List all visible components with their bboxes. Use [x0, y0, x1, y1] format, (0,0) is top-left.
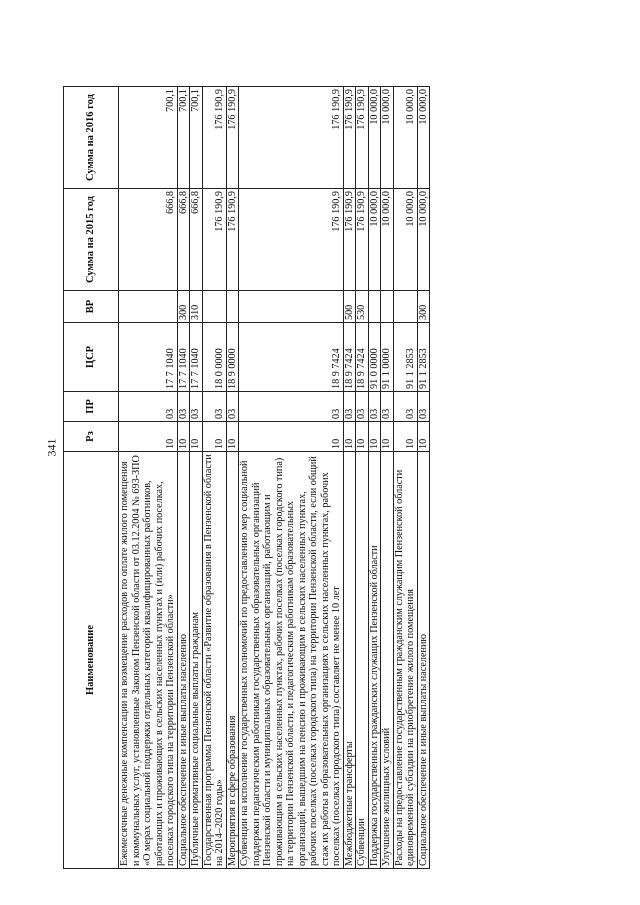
row-csr: 18 0 0000 [202, 323, 226, 392]
row-vr [368, 291, 381, 323]
row-csr: 91 1 0000 [381, 323, 394, 392]
row-csr: 18 9 7424 [239, 323, 344, 392]
row-sum-2015: 10 000,0 [381, 189, 394, 291]
row-sum-2015: 10 000,0 [393, 189, 417, 291]
table-row [356, 87, 369, 869]
row-sum-2016: 10 000,0 [381, 87, 394, 189]
table-header-row [64, 87, 119, 869]
row-sum-2015: 176 190,9 [356, 189, 369, 291]
row-name: Субвенции [356, 452, 369, 869]
row-pr: 03 [417, 392, 430, 422]
row-vr [381, 291, 394, 323]
row-rz: 10 [343, 422, 356, 452]
row-csr: 91 1 2853 [393, 323, 417, 392]
table-row [177, 87, 190, 869]
row-rz: 10 [356, 422, 369, 452]
row-pr: 03 [381, 392, 394, 422]
row-name: Расходы на предоставление государственным гражданским служащим Пензенской области единовременной субсидии на приобретение жилого помещения [393, 452, 417, 869]
row-csr: 91 1 2853 [417, 323, 430, 392]
row-sum-2016: 10 000,0 [368, 87, 381, 189]
row-sum-2015: 176 190,9 [239, 189, 344, 291]
table-row [226, 87, 239, 869]
row-pr: 03 [368, 392, 381, 422]
row-name: Улучшение жилищных условий [381, 452, 394, 869]
row-sum-2016: 700,1 [119, 87, 178, 189]
table-row [239, 87, 344, 869]
table-row [381, 87, 394, 869]
row-vr: 530 [356, 291, 369, 323]
table-row [202, 87, 226, 869]
row-vr [202, 291, 226, 323]
header-sum-2016: Сумма на 2016 год [64, 87, 119, 189]
header-name: Наименование [64, 452, 119, 869]
row-csr: 18 9 7424 [343, 323, 356, 392]
row-name: Социальное обеспечение и иные выплаты населению [417, 452, 430, 869]
row-pr: 03 [190, 392, 203, 422]
row-pr: 03 [239, 392, 344, 422]
row-pr: 03 [356, 392, 369, 422]
row-pr: 03 [177, 392, 190, 422]
row-vr [226, 291, 239, 323]
row-name: Публичные нормативные социальные выплаты гражданам [190, 452, 203, 869]
row-rz: 10 [381, 422, 394, 452]
row-csr: 18 9 0000 [226, 323, 239, 392]
row-sum-2015: 176 190,9 [226, 189, 239, 291]
row-sum-2016: 700,1 [177, 87, 190, 189]
row-sum-2016: 176 190,9 [202, 87, 226, 189]
row-name: Мероприятия в сфере образования [226, 452, 239, 869]
row-rz: 10 [190, 422, 203, 452]
row-sum-2016: 176 190,9 [343, 87, 356, 189]
row-vr: 500 [343, 291, 356, 323]
row-pr: 03 [226, 392, 239, 422]
row-vr: 310 [190, 291, 203, 323]
row-sum-2015: 10 000,0 [417, 189, 430, 291]
header-sum-2015: Сумма на 2015 год [64, 189, 119, 291]
row-csr: 17 7 1040 [190, 323, 203, 392]
table-row [119, 87, 178, 869]
row-csr: 18 9 7424 [356, 323, 369, 392]
table-row [368, 87, 381, 869]
row-sum-2016: 176 190,9 [356, 87, 369, 189]
row-sum-2015: 666,8 [177, 189, 190, 291]
row-rz: 10 [239, 422, 344, 452]
row-sum-2015: 666,8 [190, 189, 203, 291]
row-rz: 10 [177, 422, 190, 452]
row-sum-2016: 10 000,0 [417, 87, 430, 189]
row-rz: 10 [202, 422, 226, 452]
table-row [190, 87, 203, 869]
row-vr [393, 291, 417, 323]
row-pr: 03 [393, 392, 417, 422]
row-sum-2015: 176 190,9 [343, 189, 356, 291]
row-sum-2016: 176 190,9 [239, 87, 344, 189]
row-name: Ежемесячные денежные компенсации на возмещение расходов по оплате жилого помещения и коммунальных услуг, установленные Законом Пензенской области от 03.12.2004 № 693-ЗПО «О мерах социальной поддержки отдельных категорий квалифицированных работников, работающих и проживающих в сельских населенных пунктах и (или) рабочих поселках, поселках городского типа на территории Пензенской области» [119, 452, 178, 869]
row-sum-2015: 666,8 [119, 189, 178, 291]
row-rz: 10 [417, 422, 430, 452]
row-vr [239, 291, 344, 323]
row-sum-2016: 700,1 [190, 87, 203, 189]
row-sum-2015: 176 190,9 [202, 189, 226, 291]
row-name: Государственная программа Пензенской области «Развитие образования в Пензенской области на 2014–2020 годы» [202, 452, 226, 869]
header-pr: ПР [64, 392, 119, 422]
row-csr: 17 7 1040 [177, 323, 190, 392]
header-vr: ВР [64, 291, 119, 323]
row-vr: 300 [417, 291, 430, 323]
table-row [417, 87, 430, 869]
budget-table [63, 86, 430, 869]
row-name: Субвенции на исполнение государственных полномочий по предоставлению мер социальной поддержки педагогическим работникам государственных образовательных организаций Пензенской области и муниципальных образовательных организаций, работающим и проживающим в сельских населенных пунктах, рабочих поселках (поселках городского типа) на территории Пензенской области, и педагогическим работникам образовательных организаций, вышедшим на пенсию и проживающим в сельских населенных пунктах, рабочих поселках (поселках городского типа) на территории Пензенской области, если общий стаж их работы в образовательных организациях в сельских населенных пунктах, рабочих поселках (поселках городского типа) составляет не менее 10 лет [239, 452, 344, 869]
row-rz: 10 [119, 422, 178, 452]
header-csr: ЦСР [64, 323, 119, 392]
row-sum-2016: 10 000,0 [393, 87, 417, 189]
row-pr: 03 [343, 392, 356, 422]
row-vr: 300 [177, 291, 190, 323]
row-rz: 10 [393, 422, 417, 452]
table-row [393, 87, 417, 869]
header-rz: Рз [64, 422, 119, 452]
row-name: Поддержка государственных гражданских служащих Пензенской области [368, 452, 381, 869]
row-sum-2015: 10 000,0 [368, 189, 381, 291]
row-pr: 03 [119, 392, 178, 422]
table-row [343, 87, 356, 869]
row-rz: 10 [226, 422, 239, 452]
row-pr: 03 [202, 392, 226, 422]
row-vr [119, 291, 178, 323]
row-sum-2016: 176 190,9 [226, 87, 239, 189]
row-rz: 10 [368, 422, 381, 452]
row-name: Межбюджетные трансферты [343, 452, 356, 869]
row-name: Социальное обеспечение и иные выплаты населению [177, 452, 190, 869]
page-number: 341 [44, 438, 59, 457]
row-csr: 17 7 1040 [119, 323, 178, 392]
rotated-table-wrapper [63, 87, 573, 869]
row-csr: 91 0 0000 [368, 323, 381, 392]
